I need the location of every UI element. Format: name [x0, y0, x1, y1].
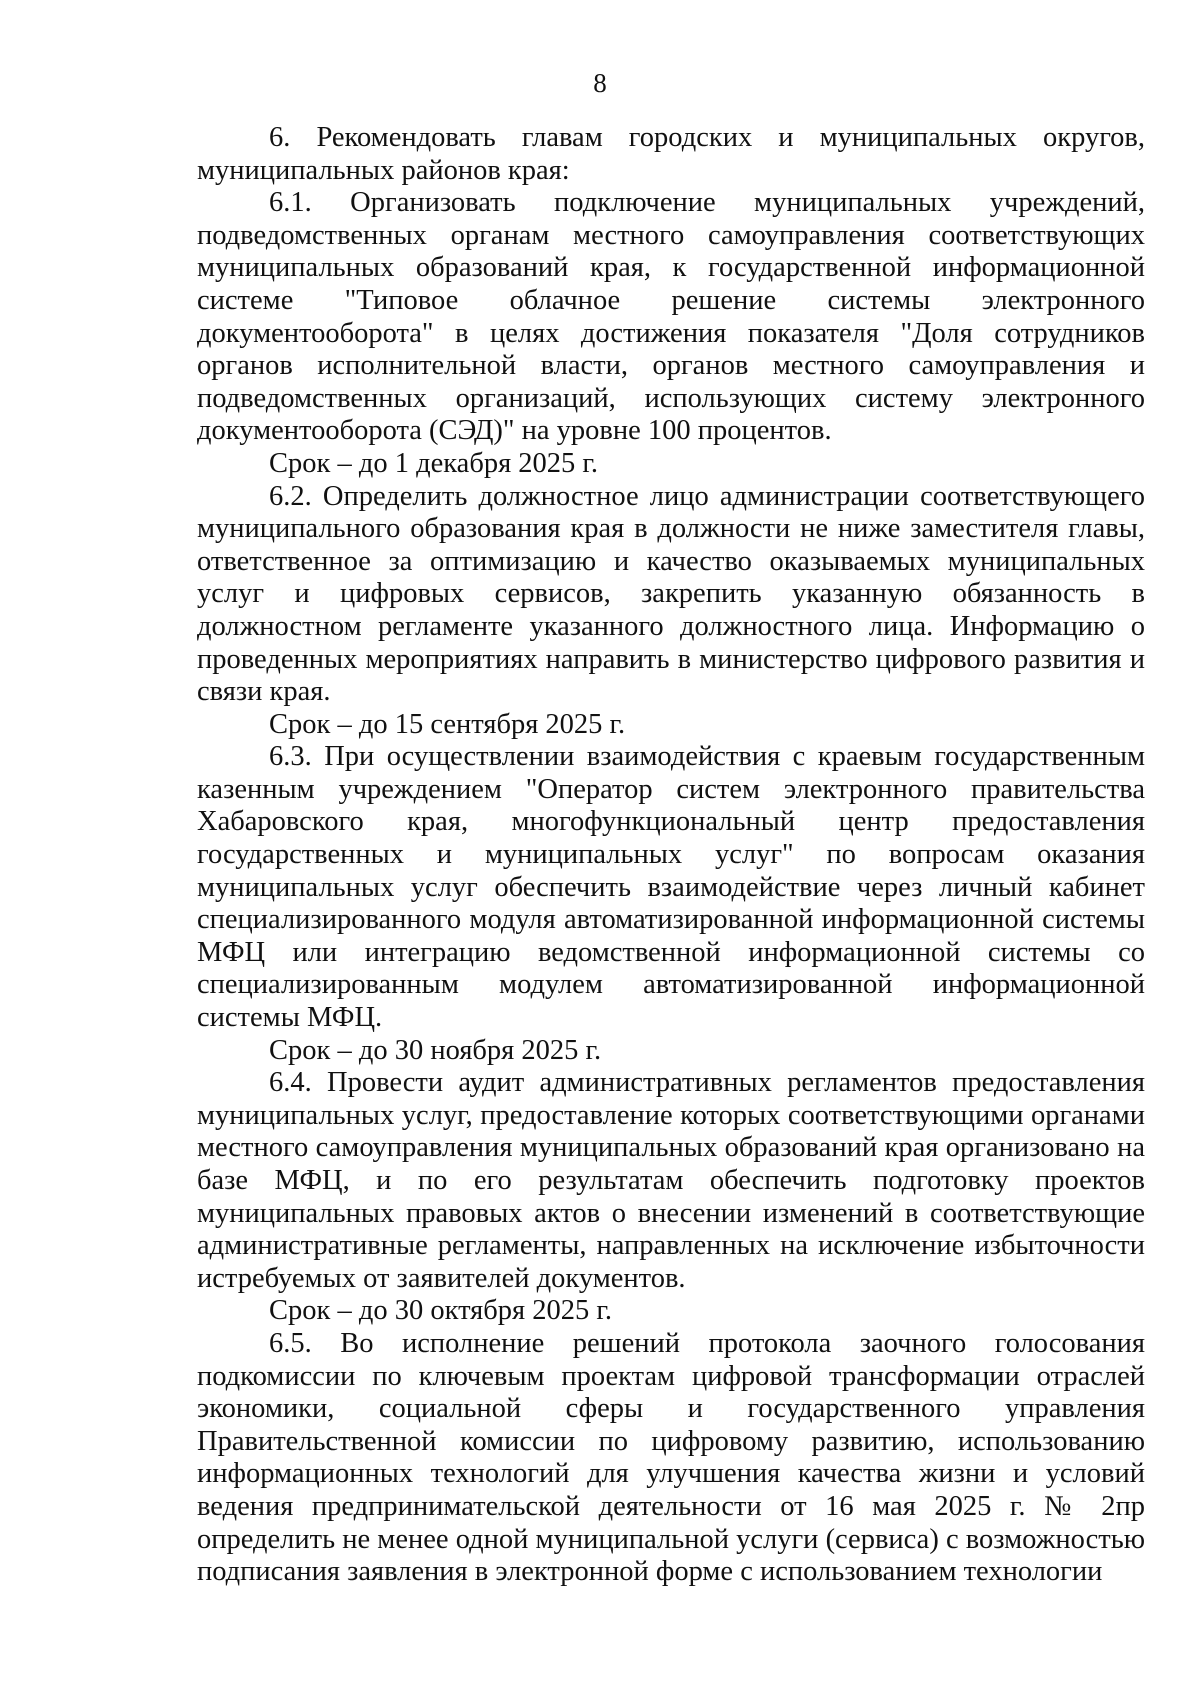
deadline-6-3: Срок – до 30 ноября 2025 г.	[269, 1034, 602, 1066]
document-body	[197, 122, 1145, 1589]
deadline-6-1: Срок – до 1 декабря 2025 г.	[269, 447, 599, 479]
paragraph-6-4: 6.4. Провести аудит административных регламентов предоставления муниципальных услуг, предоставление которых соответствующими органами местного самоуправления муниципальных образований края организовано на базе МФЦ, и по его результатам обеспечить подготовку проектов муниципальных правовых актов о внесении изменений в соответствующие административные регламенты, направленных на исключение избыточности истребуемых от заявителей документов.	[197, 1067, 1145, 1294]
page-number: 8	[593, 68, 607, 98]
deadline-6-4: Срок – до 30 октября 2025 г.	[269, 1295, 612, 1327]
paragraph-6-2: 6.2. Определить должностное лицо администрации соответствующего муниципального образования края в должности не ниже заместителя главы, ответственное за оптимизацию и качество оказываемых муниципальных услуг и цифровых сервисов, закрепить указанную обязанность в должностном регламенте указанного должностного лица. Информацию о проведенных мероприятиях направить в министерство цифрового развития и связи края.	[197, 480, 1145, 708]
paragraph-6-3: 6.3. При осуществлении взаимодействия с краевым государственным казенным учреждением "Оператор систем электронного правительства Хабаровского края, многофункциональный центр предоставления государственных и муниципальных услуг" по вопросам оказания муниципальных услуг обеспечить взаимодействие через личный кабинет специализированного модуля автоматизированной информационной системы МФЦ или интеграцию ведомственной информационной системы со специализированным модулем автоматизированной информационной системы МФЦ.	[197, 741, 1145, 1034]
paragraph-6: 6. Рекомендовать главам городских и муниципальных округов, муниципальных районов края:	[197, 122, 1145, 186]
paragraph-6-1: 6.1. Организовать подключение муниципальных учреждений, подведомственных органам местного самоуправления соответствующих муниципальных образований края, к государственной информационной системе "Типовое облачное решение системы электронного документооборота" в целях достижения показателя "Доля сотрудников органов исполнительной власти, органов местного самоуправления и подведомственных организаций, использующих систему электронного документооборота (СЭД)" на уровне 100 процентов.	[197, 187, 1145, 447]
paragraph-6-5: 6.5. Во исполнение решений протокола заочного голосования подкомиссии по ключевым проектам цифровой трансформации отраслей экономики, социальной сферы и государственного управления Правительственной комиссии по цифровому развитию, использованию информационных технологий для улучшения качества жизни и условий ведения предпринимательской деятельности от 16 мая 2025 г. № 2пр определить не менее одной муниципальной услуги (сервиса) с возможностью подписания заявления в электронной форме с использованием технологии	[197, 1327, 1145, 1588]
deadline-6-2: Срок – до 15 сентября 2025 г.	[269, 708, 626, 740]
